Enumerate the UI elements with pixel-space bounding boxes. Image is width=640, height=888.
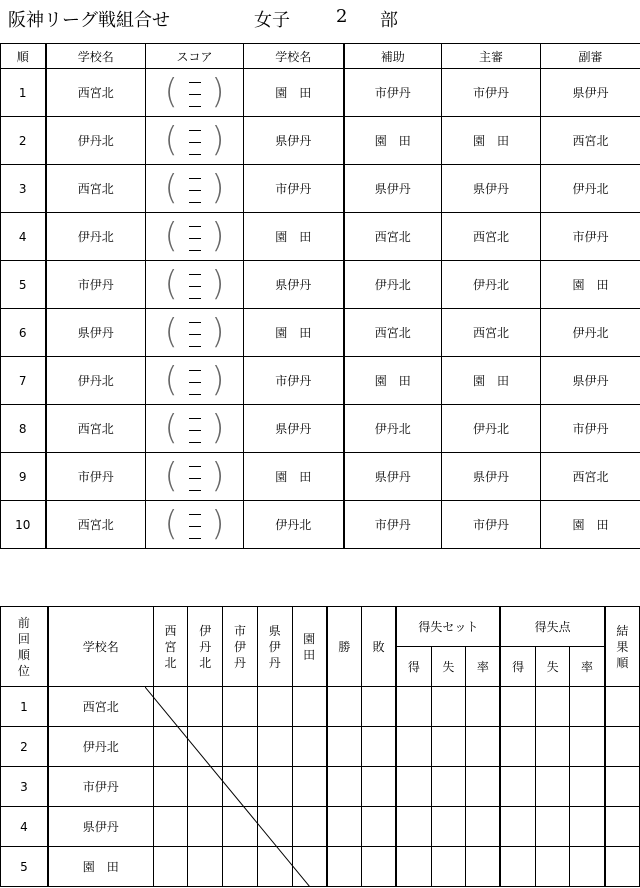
main-referee: 園 田 [442, 357, 541, 405]
match-cell[interactable] [292, 727, 327, 767]
row-number: 2 [1, 117, 46, 165]
point-rate-cell[interactable] [570, 687, 605, 727]
win-cell[interactable] [327, 687, 362, 727]
win-cell[interactable] [327, 847, 362, 887]
school-b: 園 田 [244, 309, 344, 357]
prev-rank: 2 [1, 727, 48, 767]
schedule-row [1, 405, 640, 453]
school-a: 県伊丹 [46, 309, 146, 357]
point-lose-cell[interactable] [535, 727, 570, 767]
sub-referee: 西宮北 [541, 453, 640, 501]
title-division: 女子 [254, 10, 290, 31]
sub-referee: 市伊丹 [541, 405, 640, 453]
header-point-group: 得失点 [500, 607, 604, 647]
schedule-row [1, 117, 640, 165]
match-cell[interactable] [257, 687, 292, 727]
school-name: 西宮北 [48, 687, 153, 727]
schedule-table [0, 43, 640, 549]
result-cell[interactable] [605, 847, 640, 887]
assist: 園 田 [344, 117, 442, 165]
match-cell[interactable] [188, 807, 223, 847]
header-opp-4: 県伊丹 [257, 607, 292, 687]
row-number: 6 [1, 309, 46, 357]
main-referee: 伊丹北 [442, 261, 541, 309]
standings-row [1, 767, 640, 807]
match-cell[interactable] [153, 687, 188, 727]
set-lose-cell[interactable] [431, 807, 466, 847]
row-number: 8 [1, 405, 46, 453]
match-cell[interactable] [223, 727, 258, 767]
prev-rank: 4 [1, 807, 48, 847]
point-lose-cell[interactable] [535, 687, 570, 727]
standings-header-row [1, 607, 640, 647]
point-gain-cell[interactable] [500, 687, 535, 727]
sub-referee: 西宮北 [541, 117, 640, 165]
point-rate-cell[interactable] [570, 847, 605, 887]
result-cell[interactable] [605, 807, 640, 847]
assist: 西宮北 [344, 309, 442, 357]
point-rate-cell[interactable] [570, 767, 605, 807]
match-cell[interactable] [223, 767, 258, 807]
match-cell[interactable] [153, 767, 188, 807]
schedule-header-row [1, 44, 640, 69]
row-number: 9 [1, 453, 46, 501]
school-b: 県伊丹 [244, 117, 344, 165]
win-cell[interactable] [327, 727, 362, 767]
school-a: 西宮北 [46, 501, 146, 549]
row-number: 1 [1, 69, 46, 117]
result-cell[interactable] [605, 687, 640, 727]
match-cell[interactable] [188, 727, 223, 767]
assist: 伊丹北 [344, 405, 442, 453]
standings-row [1, 807, 640, 847]
header-opp-5: 園田 [292, 607, 327, 687]
match-cell[interactable] [257, 807, 292, 847]
schedule-row [1, 501, 640, 549]
set-gain-cell[interactable] [396, 807, 431, 847]
point-lose-cell[interactable] [535, 767, 570, 807]
main-referee: 県伊丹 [442, 453, 541, 501]
header-main-referee: 主審 [442, 44, 541, 69]
score-cell[interactable] [146, 501, 244, 549]
set-gain-cell[interactable] [396, 727, 431, 767]
school-b: 園 田 [244, 69, 344, 117]
score-bracket: ( ) [164, 71, 225, 112]
match-cell[interactable] [292, 847, 327, 887]
score-cell[interactable] [146, 213, 244, 261]
match-cell[interactable] [153, 847, 188, 887]
set-rate-cell[interactable] [466, 687, 501, 727]
main-referee: 県伊丹 [442, 165, 541, 213]
assist: 県伊丹 [344, 165, 442, 213]
match-cell[interactable] [223, 807, 258, 847]
school-b: 市伊丹 [244, 165, 344, 213]
set-gain-cell[interactable] [396, 767, 431, 807]
match-cell[interactable] [257, 727, 292, 767]
assist: 伊丹北 [344, 261, 442, 309]
win-cell[interactable] [327, 807, 362, 847]
school-b: 園 田 [244, 453, 344, 501]
main-referee: 伊丹北 [442, 405, 541, 453]
score-bracket: ( ) [164, 407, 225, 448]
school-name: 伊丹北 [48, 727, 153, 767]
point-lose-cell[interactable] [535, 847, 570, 887]
schedule-row [1, 261, 640, 309]
header-win: 勝 [327, 607, 362, 687]
header-loss: 敗 [362, 607, 397, 687]
score-cell[interactable] [146, 261, 244, 309]
school-a: 市伊丹 [46, 261, 146, 309]
school-a: 市伊丹 [46, 453, 146, 501]
point-gain-cell[interactable] [500, 807, 535, 847]
header-school-a: 学校名 [46, 44, 146, 69]
standings-row [1, 687, 640, 727]
loss-cell[interactable] [362, 687, 397, 727]
score-cell[interactable] [146, 117, 244, 165]
assist: 市伊丹 [344, 69, 442, 117]
match-cell[interactable] [257, 767, 292, 807]
header-opp-2: 伊丹北 [188, 607, 223, 687]
header-point-rate: 率 [570, 647, 605, 687]
match-cell[interactable] [292, 767, 327, 807]
assist: 園 田 [344, 357, 442, 405]
school-a: 西宮北 [46, 405, 146, 453]
score-cell[interactable] [146, 357, 244, 405]
row-number: 10 [1, 501, 46, 549]
result-cell[interactable] [605, 767, 640, 807]
score-bracket: ( ) [164, 263, 225, 304]
assist: 西宮北 [344, 213, 442, 261]
schedule-row [1, 165, 640, 213]
set-lose-cell[interactable] [431, 727, 466, 767]
sub-referee: 市伊丹 [541, 213, 640, 261]
set-rate-cell[interactable] [466, 727, 501, 767]
score-bracket: ( ) [164, 311, 225, 352]
point-gain-cell[interactable] [500, 767, 535, 807]
match-cell[interactable] [292, 687, 327, 727]
row-number: 7 [1, 357, 46, 405]
sub-referee: 県伊丹 [541, 357, 640, 405]
set-rate-cell[interactable] [466, 767, 501, 807]
sub-referee: 県伊丹 [541, 69, 640, 117]
schedule-row [1, 309, 640, 357]
score-cell[interactable] [146, 453, 244, 501]
match-cell[interactable] [257, 847, 292, 887]
header-school-b: 学校名 [244, 44, 344, 69]
school-a: 西宮北 [46, 69, 146, 117]
score-cell[interactable] [146, 405, 244, 453]
set-gain-cell[interactable] [396, 687, 431, 727]
match-cell[interactable] [188, 767, 223, 807]
sub-referee: 伊丹北 [541, 309, 640, 357]
main-referee: 市伊丹 [442, 501, 541, 549]
set-rate-cell[interactable] [466, 847, 501, 887]
main-referee: 西宮北 [442, 213, 541, 261]
header-score: スコア [146, 44, 244, 69]
score-cell[interactable] [146, 165, 244, 213]
prev-rank: 3 [1, 767, 48, 807]
sub-referee: 園 田 [541, 501, 640, 549]
header-opp-3: 市伊丹 [223, 607, 258, 687]
score-bracket: ( ) [164, 503, 225, 544]
school-a: 伊丹北 [46, 117, 146, 165]
header-opp-1: 西宮北 [153, 607, 188, 687]
match-cell[interactable] [188, 687, 223, 727]
header-result: 結果順 [605, 607, 640, 687]
header-point-gain: 得 [500, 647, 535, 687]
score-cell[interactable] [146, 69, 244, 117]
standings-table [0, 606, 640, 887]
schedule-row [1, 453, 640, 501]
main-referee: 市伊丹 [442, 69, 541, 117]
point-gain-cell[interactable] [500, 727, 535, 767]
header-set-rate: 率 [466, 647, 501, 687]
school-b: 県伊丹 [244, 261, 344, 309]
set-lose-cell[interactable] [431, 767, 466, 807]
standings-row [1, 847, 640, 887]
schedule-row [1, 69, 640, 117]
school-b: 園 田 [244, 213, 344, 261]
school-b: 伊丹北 [244, 501, 344, 549]
header-order: 順 [1, 44, 46, 69]
row-number: 3 [1, 165, 46, 213]
set-rate-cell[interactable] [466, 807, 501, 847]
header-point-lose: 失 [535, 647, 570, 687]
school-a: 西宮北 [46, 165, 146, 213]
point-rate-cell[interactable] [570, 807, 605, 847]
match-cell[interactable] [188, 847, 223, 887]
loss-cell[interactable] [362, 727, 397, 767]
main-referee: 園 田 [442, 117, 541, 165]
match-cell[interactable] [292, 807, 327, 847]
school-b: 県伊丹 [244, 405, 344, 453]
set-gain-cell[interactable] [396, 847, 431, 887]
point-gain-cell[interactable] [500, 847, 535, 887]
point-rate-cell[interactable] [570, 727, 605, 767]
title-league: 阪神リーグ戦組合せ [8, 10, 170, 31]
schedule-row [1, 213, 640, 261]
header-school: 学校名 [48, 607, 153, 687]
school-name: 県伊丹 [48, 807, 153, 847]
school-a: 伊丹北 [46, 213, 146, 261]
prev-rank: 5 [1, 847, 48, 887]
match-cell[interactable] [153, 807, 188, 847]
score-bracket: ( ) [164, 167, 225, 208]
sub-referee: 伊丹北 [541, 165, 640, 213]
score-bracket: ( ) [164, 455, 225, 496]
loss-cell[interactable] [362, 807, 397, 847]
row-number: 4 [1, 213, 46, 261]
title-number: 2 [336, 6, 348, 27]
school-name: 市伊丹 [48, 767, 153, 807]
main-referee: 西宮北 [442, 309, 541, 357]
title-bu: 部 [380, 10, 398, 31]
standings-row [1, 727, 640, 767]
result-cell[interactable] [605, 727, 640, 767]
score-bracket: ( ) [164, 359, 225, 400]
assist: 市伊丹 [344, 501, 442, 549]
assist: 県伊丹 [344, 453, 442, 501]
win-cell[interactable] [327, 767, 362, 807]
header-set-gain: 得 [396, 647, 431, 687]
header-assist: 補助 [344, 44, 442, 69]
school-b: 市伊丹 [244, 357, 344, 405]
prev-rank: 1 [1, 687, 48, 727]
match-cell[interactable] [153, 727, 188, 767]
score-cell[interactable] [146, 309, 244, 357]
set-lose-cell[interactable] [431, 847, 466, 887]
header-set-lose: 失 [431, 647, 466, 687]
match-cell[interactable] [223, 847, 258, 887]
point-lose-cell[interactable] [535, 807, 570, 847]
sub-referee: 園 田 [541, 261, 640, 309]
set-lose-cell[interactable] [431, 687, 466, 727]
loss-cell[interactable] [362, 767, 397, 807]
school-name: 園 田 [48, 847, 153, 887]
header-set-group: 得失セット [396, 607, 500, 647]
school-a: 伊丹北 [46, 357, 146, 405]
loss-cell[interactable] [362, 847, 397, 887]
header-prev-rank: 前回順位 [1, 607, 48, 687]
match-cell[interactable] [223, 687, 258, 727]
schedule-row [1, 357, 640, 405]
score-bracket: ( ) [164, 119, 225, 160]
row-number: 5 [1, 261, 46, 309]
score-bracket: ( ) [164, 215, 225, 256]
header-sub-referee: 副審 [541, 44, 640, 69]
